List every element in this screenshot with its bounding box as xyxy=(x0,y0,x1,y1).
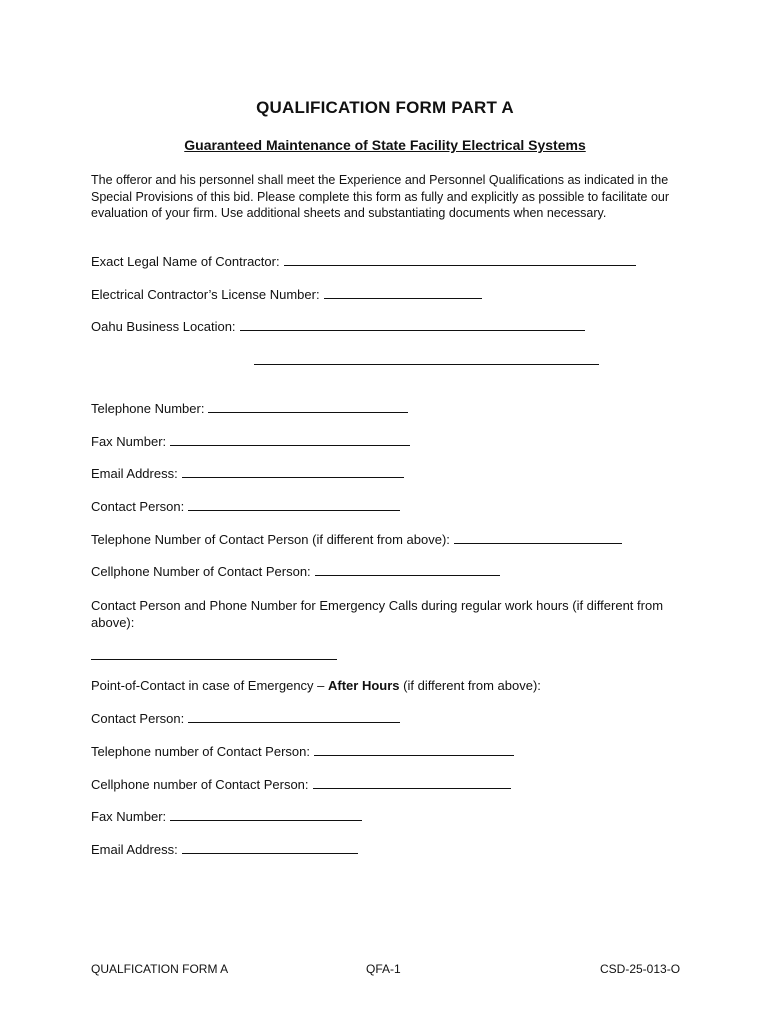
contact-telephone-field[interactable] xyxy=(454,532,622,544)
emergency-regular-label: Contact Person and Phone Number for Emergency Calls during regular work hours (if different from above): xyxy=(91,598,664,630)
after-hours-bold: After Hours xyxy=(328,678,400,693)
emergency-regular-field[interactable] xyxy=(91,648,337,660)
after-hours-prefix: Point-of-Contact in case of Emergency – xyxy=(91,678,329,693)
page-subtitle: Guaranteed Maintenance of State Facility Electrical Systems xyxy=(184,137,586,153)
email-field[interactable] xyxy=(182,466,404,478)
legal-name-label: Exact Legal Name of Contractor: xyxy=(91,254,280,269)
ah-contact-person-label: Contact Person: xyxy=(91,711,185,726)
ah-contact-person-row xyxy=(91,711,400,726)
oahu-location-row xyxy=(91,319,585,334)
footer-center: QFA-1 xyxy=(366,962,401,976)
contact-person-row xyxy=(91,499,400,514)
oahu-location-row-2 xyxy=(254,353,599,368)
contact-cellphone-label: Cellphone Number of Contact Person: xyxy=(91,564,311,579)
legal-name-row xyxy=(91,254,636,269)
footer-left: QUALFICATION FORM A xyxy=(91,962,229,976)
email-label: Email Address: xyxy=(91,466,178,481)
ah-email-label: Email Address: xyxy=(91,842,178,857)
contact-telephone-label: Telephone Number of Contact Person (if different from above): xyxy=(91,532,450,547)
email-row xyxy=(91,466,404,481)
after-hours-heading xyxy=(91,678,541,693)
legal-name-field[interactable] xyxy=(284,254,636,266)
ah-email-row xyxy=(91,842,358,857)
ah-fax-label: Fax Number: xyxy=(91,809,167,824)
footer-right: CSD-25-013-O xyxy=(600,962,681,976)
contact-telephone-row xyxy=(91,532,622,547)
oahu-location-label: Oahu Business Location: xyxy=(91,319,236,334)
contact-person-field[interactable] xyxy=(188,499,400,511)
telephone-row xyxy=(91,401,408,416)
fax-row xyxy=(91,434,410,449)
ah-telephone-field[interactable] xyxy=(314,744,514,756)
ah-cellphone-label: Cellphone number of Contact Person: xyxy=(91,777,309,792)
license-number-field[interactable] xyxy=(324,287,482,299)
after-hours-suffix: (if different from above): xyxy=(399,678,541,693)
ah-telephone-label: Telephone number of Contact Person: xyxy=(91,744,310,759)
ah-cellphone-row xyxy=(91,777,511,792)
contact-cellphone-field[interactable] xyxy=(315,564,500,576)
ah-contact-person-field[interactable] xyxy=(188,711,400,723)
ah-fax-row xyxy=(91,809,362,824)
ah-cellphone-field[interactable] xyxy=(313,777,511,789)
intro-paragraph: The offeror and his personnel shall meet the Experience and Personnel Qualifications as indicated in the Special Provisions of this bid. Please complete this form as fully and explicitly as possible to facilitate our evaluation of your firm. Use additional sheets and substantiating documents when necessary. xyxy=(91,173,670,220)
page-title: QUALIFICATION FORM PART A xyxy=(256,98,514,117)
telephone-field[interactable] xyxy=(208,401,408,413)
ah-email-field[interactable] xyxy=(182,842,358,854)
oahu-location-field[interactable] xyxy=(240,319,585,331)
oahu-location-field-2[interactable] xyxy=(254,353,599,365)
license-number-row xyxy=(91,287,482,302)
ah-fax-field[interactable] xyxy=(170,809,362,821)
contact-person-label: Contact Person: xyxy=(91,499,185,514)
emergency-regular-row xyxy=(91,648,337,663)
fax-label: Fax Number: xyxy=(91,434,167,449)
fax-field[interactable] xyxy=(170,434,410,446)
contact-cellphone-row xyxy=(91,564,500,579)
license-number-label: Electrical Contractor’s License Number: xyxy=(91,287,320,302)
ah-telephone-row xyxy=(91,744,514,759)
telephone-label: Telephone Number: xyxy=(91,401,205,416)
